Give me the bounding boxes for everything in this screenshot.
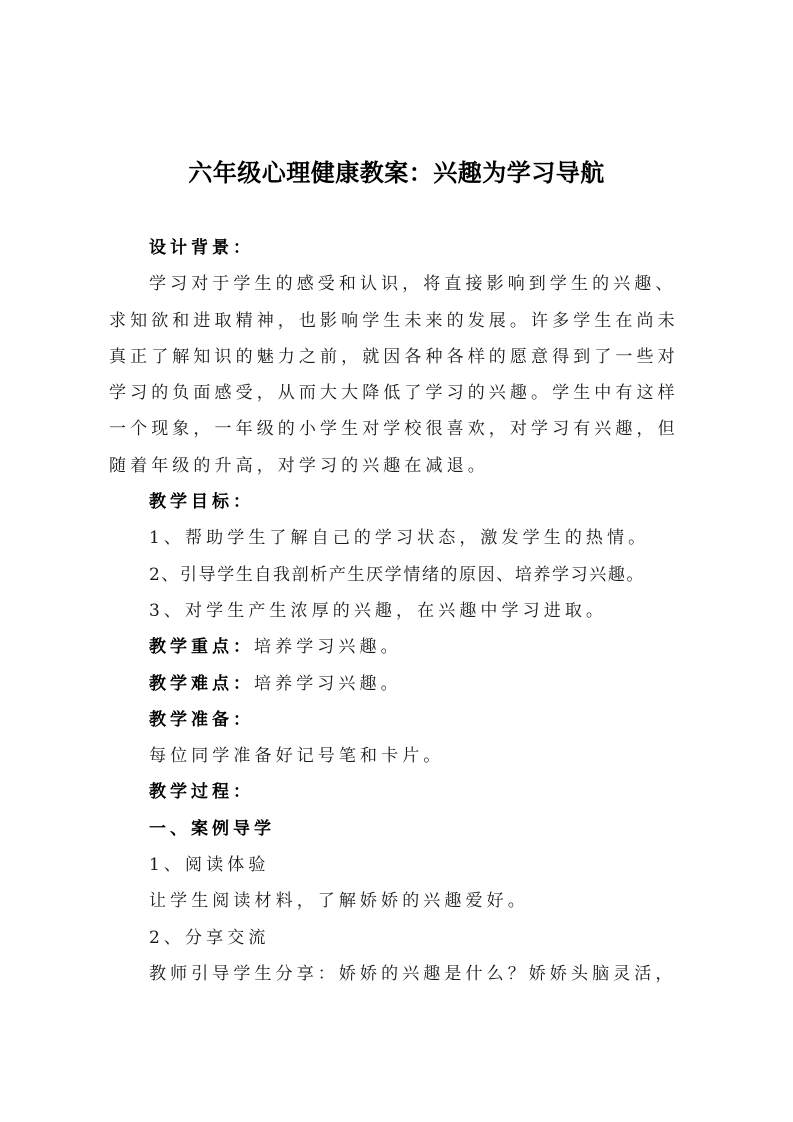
part1-heading: 一、案例导学 bbox=[149, 818, 275, 839]
goals-heading: 教学目标： bbox=[149, 492, 254, 513]
background-heading: 设计背景： bbox=[149, 238, 254, 258]
preparation-text: 每位同学准备好记号笔和卡片。 bbox=[149, 746, 445, 767]
step1-heading: 1、阅读体验 bbox=[149, 855, 270, 876]
goal-item: 1、帮助学生了解自己的学习状态，激发学生的热情。 bbox=[149, 528, 650, 549]
difficulty-label: 教学难点： bbox=[149, 673, 254, 694]
preparation-heading: 教学准备： bbox=[149, 709, 254, 730]
document-body bbox=[109, 230, 689, 992]
background-paragraph-line: 学习对于学生的感受和认识，将直接影响到学生的兴趣、 bbox=[149, 274, 677, 295]
difficulty-text: 培养学习兴趣。 bbox=[254, 673, 402, 694]
step1-text: 让学生阅读材料，了解娇娇的兴趣爱好。 bbox=[149, 891, 529, 912]
background-paragraph-line: 真正了解知识的魅力之前，就因各种各样的愿意得到了一些对 bbox=[109, 346, 679, 367]
goal-item: 2、引导学生自我剖析产生厌学情绪的原因、培养学习兴趣。 bbox=[149, 564, 646, 585]
key-point-row bbox=[109, 629, 689, 665]
background-paragraph-line: 求知欲和进取精神，也影响学生未来的发展。许多学生在尚未 bbox=[109, 310, 679, 331]
process-heading: 教学过程： bbox=[149, 782, 254, 803]
background-paragraph-line: 随着年级的升高，对学习的兴趣在减退。 bbox=[109, 455, 489, 476]
key-point-text: 培养学习兴趣。 bbox=[254, 637, 402, 658]
goal-item: 3、对学生产生浓厚的兴趣，在兴趣中学习进取。 bbox=[149, 600, 608, 621]
key-point-label: 教学重点： bbox=[149, 637, 254, 658]
background-paragraph-line: 一个现象，一年级的小学生对学校很喜欢，对学习有兴趣，但 bbox=[109, 419, 679, 440]
document-title: 六年级心理健康教案：兴趣为学习导航 bbox=[188, 159, 605, 187]
step2-text: 教师引导学生分享：娇娇的兴趣是什么？娇娇头脑灵活， bbox=[149, 963, 677, 984]
difficulty-row bbox=[109, 666, 689, 702]
background-paragraph-line: 学习的负面感受，从而大大降低了学习的兴趣。学生中有这样 bbox=[109, 383, 679, 404]
step2-heading: 2、分享交流 bbox=[149, 927, 270, 948]
